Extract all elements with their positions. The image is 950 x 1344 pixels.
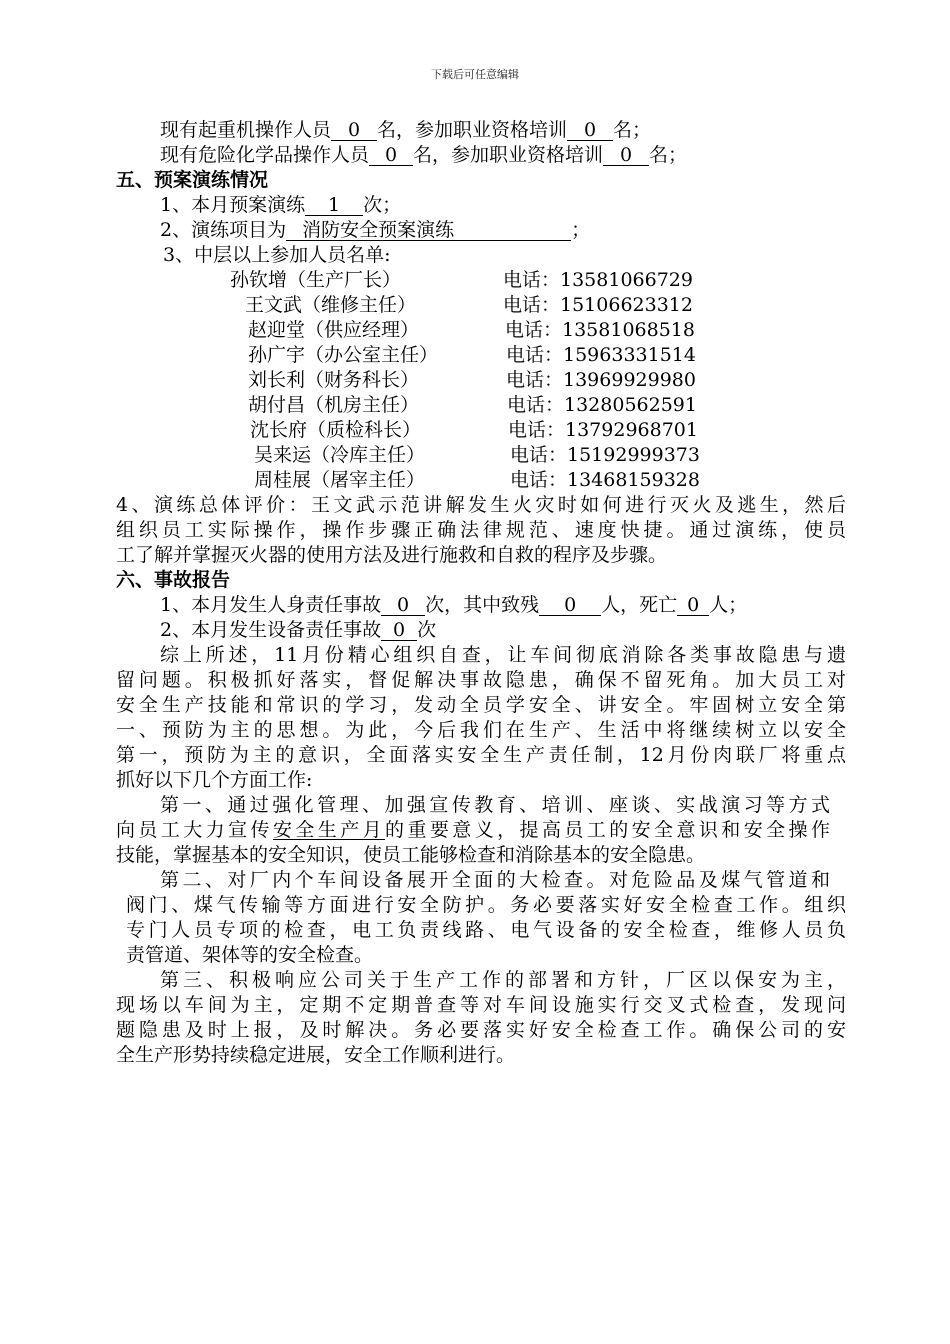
first-line-2-b: 的重要意义，提高员工的安全意识和安全操作 (385, 819, 830, 841)
equipment-suffix: 次 (417, 619, 437, 641)
participant-name: 周桂展（屠宰主任） (254, 469, 426, 491)
section5-title: 五、预案演练情况 (116, 169, 269, 191)
third-line-3: 题隐患及时上报，及时解决。务必要落实好安全检查工作。确保公司的安 (116, 1019, 846, 1041)
crane-suffix: 名； (613, 119, 652, 141)
summary-line-4: 一、预防为主的思想。为此，今后我们在生产、生活中将继续树立以安全 (116, 719, 846, 741)
participant-name: 刘长利（财务科长） (248, 369, 420, 391)
third-line-1: 第三、积极响应公司关于生产工作的部署和方针，厂区以保安为主， (160, 969, 846, 991)
drill-project-line (160, 218, 590, 242)
participant-name: 孙钦增（生产厂长） (230, 269, 402, 291)
participant-phone: 电话：15106623312 (503, 294, 693, 316)
hazard-suffix: 名； (649, 144, 688, 166)
equipment-accident-line (160, 618, 436, 642)
disabled-label: 次，其中致残 (425, 594, 540, 616)
disabled-count: 0 (539, 595, 601, 616)
participant-name: 胡付昌（机房主任） (248, 394, 420, 416)
participant-phone: 电话：13792968701 (508, 419, 698, 441)
evaluation-line-1: 4、演练总体评价：王文武示范讲解发生火灾时如何进行灭火及逃生，然后 (116, 494, 846, 516)
page-header: 下载后可任意编辑 (431, 68, 519, 81)
summary-line-1: 综上所述，11月份精心组织自查，让车间彻底消除各类事故隐患与遗 (160, 644, 846, 666)
injury-accident-line (160, 593, 747, 617)
drill-project-label: 2、演练项目为 (160, 219, 287, 241)
injury-label: 1、本月发生人身责任事故 (160, 594, 382, 616)
hazard-training-label: 名，参加职业资格培训 (413, 144, 604, 166)
death-suffix: 人； (709, 594, 748, 616)
summary-line-3: 安全生产技能和常识的学习，发动全员学安全、讲安全。牢固树立安全第 (116, 694, 846, 716)
second-line-4: 责管道、架体等的安全检查。 (126, 944, 374, 966)
participant-phone: 电话：15963331514 (506, 344, 696, 366)
crane-training-label: 名，参加职业资格培训 (377, 119, 568, 141)
drill-count: 1 (305, 195, 363, 216)
first-line-2 (116, 818, 830, 842)
participants-heading: 3、中层以上参加人员名单: (163, 244, 391, 266)
participant-phone: 电话：13468159328 (510, 469, 700, 491)
first-line-3: 技能，掌握基本的安全知识，使员工能够检查和消除基本的安全隐患。 (116, 844, 706, 866)
drill-count-label: 1、本月预案演练 (160, 194, 306, 216)
death-label: 人，死亡 (601, 594, 678, 616)
participant-phone: 电话：13581066729 (503, 269, 693, 291)
safety-month-term: 安全生产月 (272, 819, 386, 841)
equipment-count: 0 (381, 620, 417, 641)
participant-name: 吴来运（冷库主任） (254, 444, 426, 466)
drill-count-line (160, 193, 401, 217)
crane-count: 0 (331, 120, 377, 141)
injury-count: 0 (381, 595, 425, 616)
third-line-2: 现场以车间为主，定期不定期普查等对车间设施实行交叉式检查，发现问 (116, 994, 846, 1016)
participant-phone: 电话：13581068518 (505, 319, 695, 341)
participant-name: 沈长府（质检科长） (250, 419, 422, 441)
death-count: 0 (677, 595, 709, 616)
hazard-count: 0 (369, 145, 413, 166)
participant-phone: 电话：13969929980 (506, 369, 696, 391)
summary-line-5: 第一，预防为主的意识，全面落实安全生产责任制，12月份肉联厂将重点 (116, 744, 846, 766)
crane-trained-count: 0 (567, 120, 613, 141)
participant-name: 王文武（维修主任） (245, 294, 417, 316)
hazard-operators-line (160, 143, 687, 167)
summary-line-6: 抓好以下几个方面工作: (116, 769, 313, 791)
crane-operators-line (160, 118, 651, 142)
first-line-1: 第一、通过强化管理、加强宣传教育、培训、座谈、实战演习等方式 (160, 794, 830, 816)
drill-project-value: 消防安全预案演练 (286, 220, 571, 241)
participant-name: 孙广宇（办公室主任） (248, 344, 439, 366)
second-line-2: 阀门、煤气传输等方面进行安全防护。务必要落实好安全检查工作。组织 (126, 894, 846, 916)
summary-line-2: 留问题。积极抓好落实，督促解决事故隐患，确保不留死角。加大员工对 (116, 669, 846, 691)
equipment-label: 2、本月发生设备责任事故 (160, 619, 382, 641)
hazard-label: 现有危险化学品操作人员 (160, 144, 370, 166)
crane-label: 现有起重机操作人员 (160, 119, 332, 141)
hazard-trained-count: 0 (603, 145, 649, 166)
drill-count-suffix: 次； (363, 194, 402, 216)
participant-phone: 电话：15192999373 (510, 444, 700, 466)
first-line-2-a: 向员工大力宣传 (116, 819, 273, 841)
section6-title: 六、事故报告 (116, 569, 231, 591)
third-line-4: 全生产形势持续稳定进展，安全工作顺利进行。 (116, 1044, 516, 1066)
drill-project-suffix: ； (571, 219, 591, 241)
participant-name: 赵迎堂（供应经理） (248, 319, 420, 341)
evaluation-line-3: 工了解并掌握灭火器的使用方法及进行施救和自救的程序及步骤。 (116, 544, 668, 566)
evaluation-line-2: 组织员工实际操作，操作步骤正确法律规范、速度快捷。通过演练，使员 (116, 519, 846, 541)
second-line-1: 第二、对厂内个车间设备展开全面的大检查。对危险品及煤气管道和 (160, 869, 830, 891)
participant-phone: 电话：13280562591 (507, 394, 697, 416)
second-line-3: 专门人员专项的检查，电工负责线路、电气设备的安全检查，维修人员负 (126, 919, 846, 941)
